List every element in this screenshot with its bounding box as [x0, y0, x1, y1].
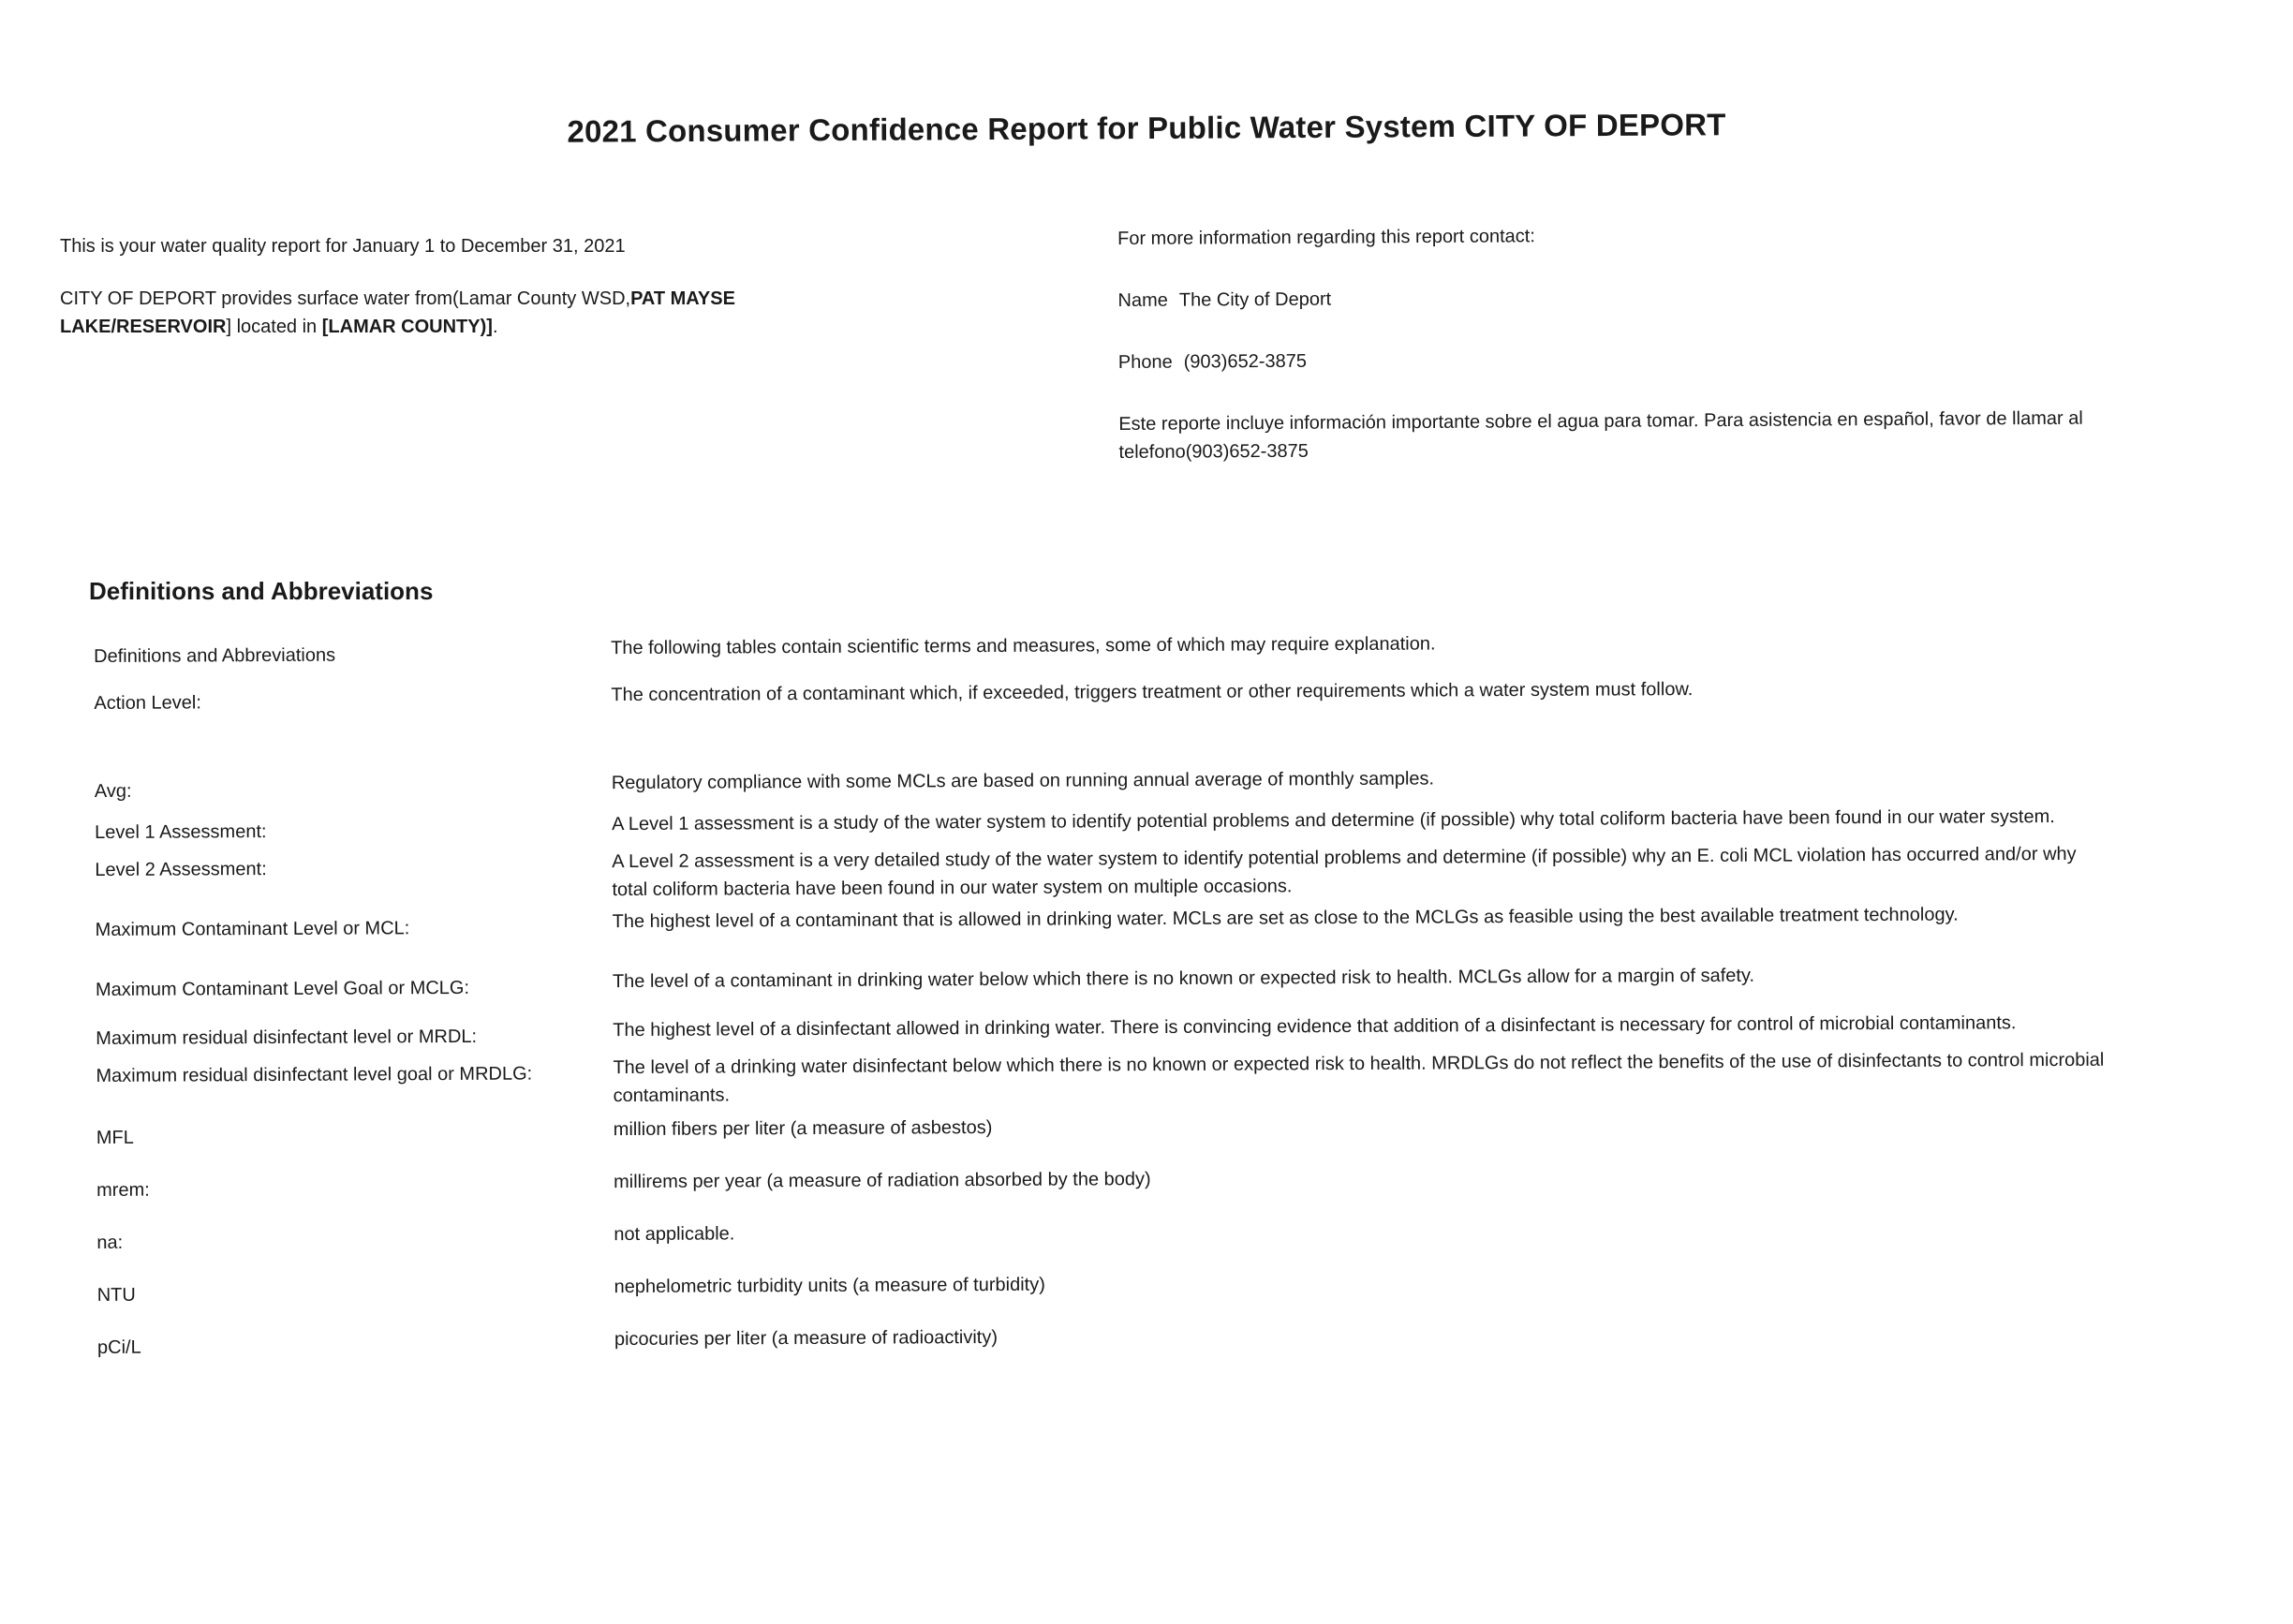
water-source-statement: [60, 285, 828, 341]
definition-description: not applicable.: [614, 1223, 735, 1246]
definition-description: The level of a contaminant in drinking water below which there is no known or expected risk to health. MCLGs allow for a margin of safety.: [612, 965, 1755, 993]
report-title: 2021 Consumer Confidence Report for Public Water System CITY OF DEPORT: [567, 107, 1726, 149]
definition-row: [94, 673, 2136, 717]
definition-term: Avg:: [94, 780, 132, 802]
definition-row: [95, 840, 2137, 907]
definition-term: Maximum Contaminant Level Goal or MCLG:: [95, 977, 470, 1000]
definition-term: Action Level:: [94, 692, 201, 714]
definition-term: Level 1 Assessment:: [95, 821, 267, 843]
definition-term: NTU: [96, 1284, 136, 1306]
contact-name-label: Name: [1117, 289, 1168, 311]
definition-row: [96, 1009, 2138, 1053]
definition-term: Maximum residual disinfectant level goal or MRDLG:: [96, 1063, 533, 1086]
definition-row: [95, 761, 2137, 805]
definition-term: Level 2 Assessment:: [95, 859, 267, 880]
definition-row: [96, 1160, 2138, 1204]
contact-name-value: The City of Deport: [1178, 288, 1332, 311]
definition-row: [97, 1265, 2139, 1309]
source-text-1: CITY OF DEPORT provides surface water from(Lamar County WSD,: [60, 288, 631, 309]
definition-row: [97, 1318, 2139, 1362]
definition-row: [96, 900, 2138, 944]
contact-info: [1117, 219, 2112, 500]
definition-description: The highest level of a disinfectant allowed in drinking water. There is convincing evidence that addition of a disinfectant is necessary for control of microbial contaminants.: [613, 1012, 2017, 1041]
definition-term: Maximum Contaminant Level or MCL:: [95, 918, 410, 940]
contact-phone-value: (903)652-3875: [1183, 350, 1308, 373]
definition-term: MFL: [96, 1127, 134, 1148]
definition-description: The concentration of a contaminant which, if exceeded, triggers treatment or other requirements which a water system must follow.: [611, 679, 1694, 706]
definitions-heading: Definitions and Abbreviations: [89, 577, 434, 605]
definition-description: nephelometric turbidity units (a measure of turbidity): [614, 1274, 1045, 1298]
definition-description: The following tables contain scientific terms and measures, some of which may require explanation.: [611, 633, 1436, 659]
report-intro: [60, 232, 828, 365]
source-reservoir: PAT MAYSE LAKE/RESERVOIR: [60, 288, 735, 337]
definition-description: millirems per year (a measure of radiation absorbed by the body): [613, 1169, 1151, 1193]
definition-row: [96, 1046, 2138, 1113]
definition-row: [94, 627, 2136, 671]
definition-term: Maximum residual disinfectant level or MRDL:: [96, 1026, 478, 1049]
report-period: This is your water quality report for January 1 to December 31, 2021: [60, 236, 626, 257]
definition-row: [95, 803, 2137, 847]
definition-term: mrem:: [96, 1179, 150, 1201]
definition-row: [96, 1108, 2138, 1152]
source-text-3: .: [492, 317, 498, 337]
source-text-2: ] located in: [226, 317, 322, 337]
definition-term: Definitions and Abbreviations: [94, 644, 336, 667]
definition-description: A Level 1 assessment is a study of the water system to identify potential problems and determine (if possible) why total coliform bacteria have been found in our water system.: [611, 806, 2055, 835]
contact-heading: For more information regarding this report contact:: [1117, 226, 1535, 249]
definition-description: The highest level of a contaminant that is allowed in drinking water. MCLs are set as close to the MCLGs as feasible using the best available treatment technology.: [612, 904, 1959, 933]
spanish-note: Este reporte incluye información importante sobre el agua para tomar. Para asistencia en español, favor de llamar al telefono(903)652-3875: [1118, 407, 2083, 463]
definition-description: The level of a drinking water disinfectant below which there is no known or expected risk to health. MRDLGs do not reflect the benefits of the use of disinfectants to control microbial contaminants.: [613, 1049, 2105, 1107]
definition-row: [96, 1213, 2138, 1257]
definition-description: million fibers per liter (a measure of asbestos): [613, 1116, 993, 1141]
definition-description: Regulatory compliance with some MCLs are based on running annual average of monthly samples.: [611, 768, 1435, 794]
contact-phone-label: Phone: [1117, 351, 1173, 373]
definitions-table: [94, 627, 2139, 1362]
contact-phone: [1118, 343, 2111, 376]
definition-term: pCi/L: [96, 1336, 141, 1358]
contact-name: [1117, 281, 2110, 315]
definition-row: [96, 960, 2138, 1004]
definition-term: na:: [96, 1232, 124, 1253]
definition-description: A Level 2 assessment is a very detailed study of the water system to identify potential problems and determine (if possible) why an E. coli MCL violation has occurred and/or why total coliform bacteria have been found in our water system on multiple occasions.: [612, 843, 2077, 901]
source-county: [LAMAR COUNTY)]: [321, 317, 493, 337]
definition-description: picocuries per liter (a measure of radioactivity): [614, 1326, 999, 1351]
